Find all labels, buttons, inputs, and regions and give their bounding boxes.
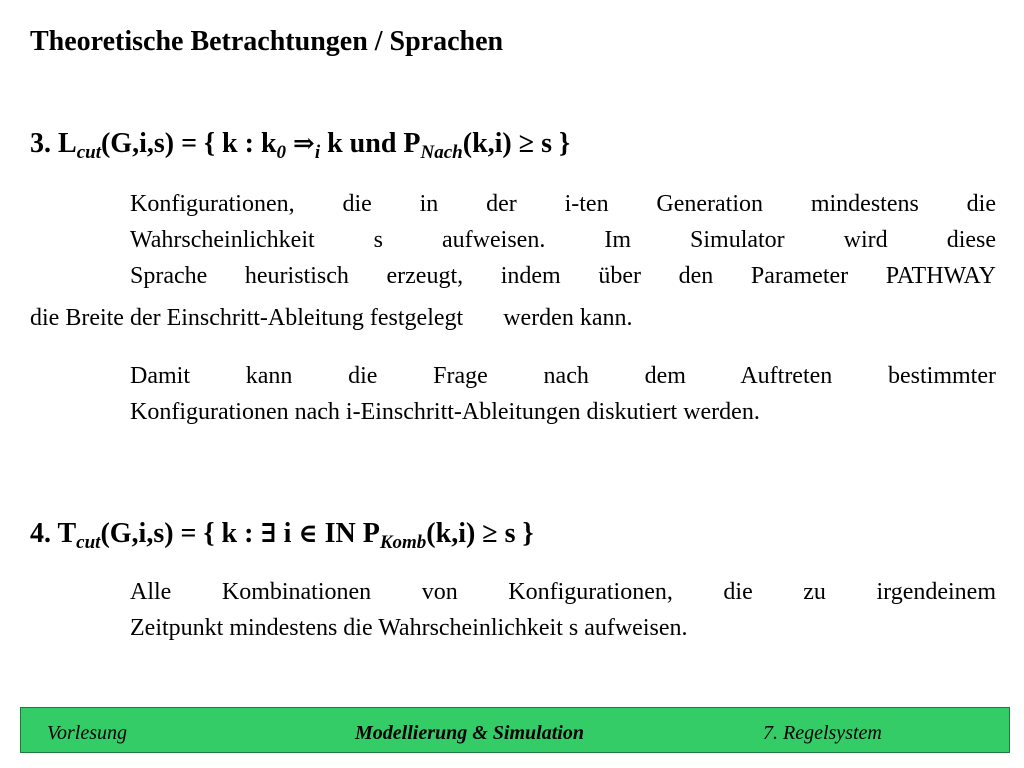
formula-text: i [276, 518, 299, 549]
formula-text: (k,i) ≥ s } [462, 128, 571, 159]
formula-subscript: cut [76, 142, 101, 163]
paragraph-line: Wahrscheinlichkeit s aufweisen. Im Simulator wird diese [130, 227, 996, 253]
formula-subscript: 0 [276, 142, 287, 163]
formula-text: k und P [320, 128, 421, 159]
paragraph-kombinationen [130, 574, 996, 646]
paragraph-konfigurationen [130, 186, 996, 294]
footer-course-label: Vorlesung [47, 722, 127, 744]
formula-text: IN P [317, 518, 380, 549]
footer-lecture-title: Modellierung & Simulation [355, 722, 584, 744]
implies-arrow-icon: ⇒ [293, 129, 315, 159]
footer-chapter-label: 7. Regelsystem [763, 722, 882, 744]
formula-subscript: Nach [420, 142, 463, 163]
paragraph-line: Sprache heuristisch erzeugt, indem über den Parameter PATHWAY [130, 263, 996, 289]
formula-text: (k,i) ≥ s } [426, 518, 534, 549]
formula-subscript: i [314, 142, 321, 163]
footer-bar [20, 707, 1010, 753]
formula-text: (G,i,s) = { k : k [100, 128, 277, 159]
paragraph-text: werden kann. [503, 305, 633, 331]
paragraph-damit [130, 358, 996, 430]
paragraph-line: Alle Kombinationen von Konfigurationen, die zu irgendeinem [130, 579, 996, 605]
formula-text: 4. T [30, 518, 77, 549]
formula-subscript: cut [76, 532, 101, 553]
paragraph-line: Damit kann die Frage nach dem Auftreten bestimmter [130, 363, 996, 389]
element-of-symbol-icon: ∈ [298, 519, 318, 549]
formula-text: 3. L [30, 128, 77, 159]
paragraph-line: Konfigurationen, die in der i-ten Generation mindestens die [130, 191, 996, 217]
paragraph-text: die Breite der Einschritt-Ableitung festgelegt [30, 305, 464, 331]
formula-tcut [30, 514, 534, 554]
formula-lcut [30, 124, 570, 164]
exists-symbol-icon: ∃ [260, 519, 277, 549]
slide-title: Theoretische Betrachtungen / Sprachen [30, 26, 504, 57]
paragraph-line: Zeitpunkt mindestens die Wahrscheinlichkeit s aufweisen. [130, 615, 688, 641]
formula-text: (G,i,s) = { k : [100, 518, 261, 549]
formula-subscript: Komb [379, 532, 427, 553]
paragraph-line: Konfigurationen nach i-Einschritt-Ableitungen diskutiert werden. [130, 399, 760, 425]
paragraph-line-overflow [30, 300, 1000, 336]
